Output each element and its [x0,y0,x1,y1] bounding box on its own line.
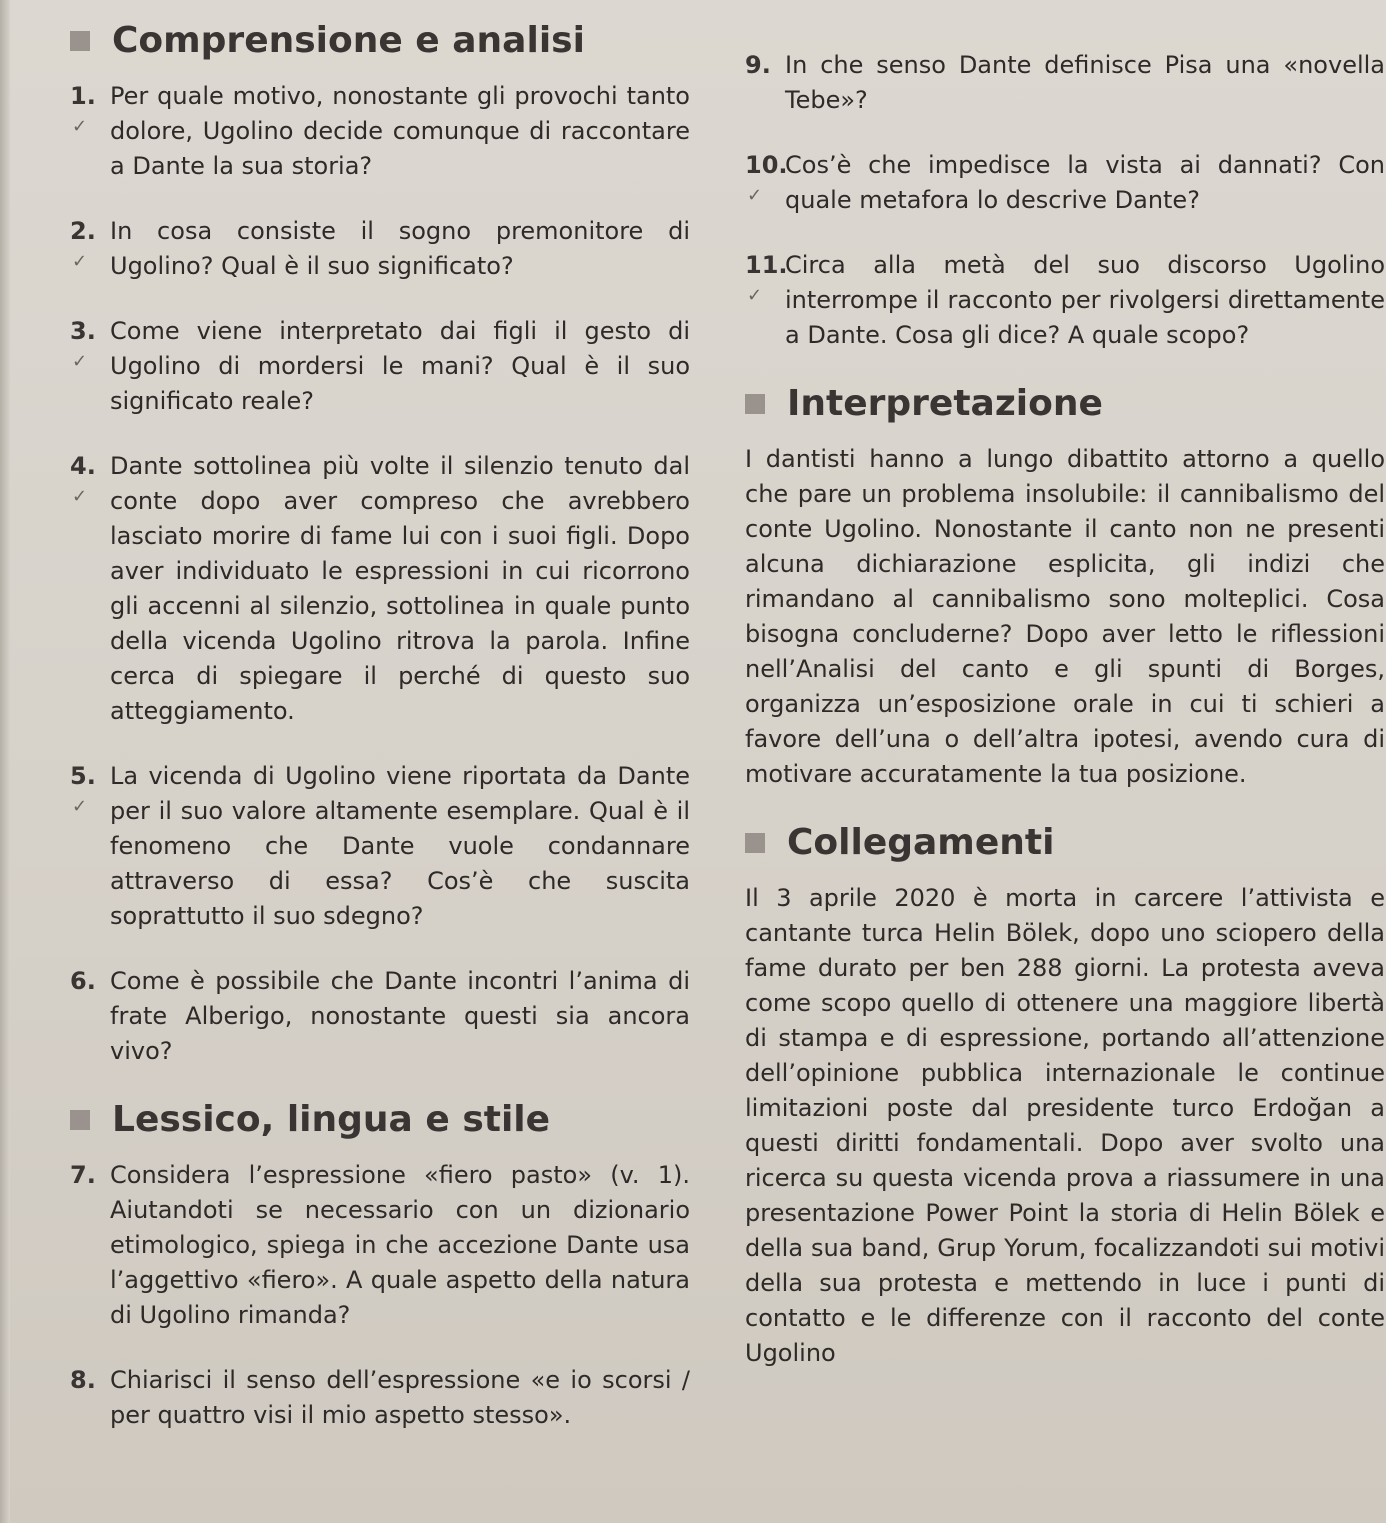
interpretation-title: Interpretazione [787,383,1103,424]
question-number: 2. [70,217,96,245]
lexicon-heading [70,1099,690,1140]
question-text: Come è possibile che Dante incontri l’anima di frate Alberigo, nonostante questi sia ancora vivo? [110,967,690,1065]
question-3 [70,314,690,419]
question-10 [745,148,1385,218]
heading-square-icon [70,1110,90,1130]
question-1 [70,79,690,184]
links-paragraph: Il 3 aprile 2020 è morta in carcere l’attivista e cantante turca Helin Bölek, dopo uno sciopero della fame durato per ben 288 giorni. La protesta aveva come scopo quello di ottenere una maggiore libertà di stampa e di espressione, portando all’attenzione dell’opinione pubblica internazionale le continue limitazioni poste dal presidente turco Erdoğan a questi diritti fondamentali. Dopo aver svolto una ricerca su questa vicenda prova a riassumere in una presentazione Power Point la storia di Helin Bölek e della sua band, Grup Yorum, focalizzandoti sui motivi della sua protesta e mettendo in luce i punti di contatto e le differenze con il racconto del conte Ugolino [745,884,1385,1367]
question-text: Dante sottolinea più volte il silenzio tenuto dal conte dopo aver compreso che avrebbero lasciato morire di fame lui con i suoi figli. Dopo aver individuato le espressioni in cui ricorrono gli accenni al silenzio, sottolinea in quale punto della vicenda Ugolino ritrova la parola. Infine cerca di spiegare il perché di questo suo atteggiamento. [110,452,690,725]
question-5 [70,759,690,934]
question-text: Circa alla metà del suo discorso Ugolino interrompe il racconto per rivolgersi direttamente a Dante. Cosa gli dice? A quale scopo? [785,251,1385,349]
question-number: 9. [745,51,771,79]
question-text: In cosa consiste il sogno premonitore di Ugolino? Qual è il suo significato? [110,217,690,280]
handwritten-check-icon: ✓ [72,116,88,137]
heading-square-icon [745,394,765,414]
question-number: 4. [70,452,96,480]
comprehension-title: Comprensione e analisi [112,20,585,61]
question-number: 1. [70,82,96,110]
handwritten-check-icon: ✓ [72,796,88,817]
left-column [70,20,690,1463]
question-number: 6. [70,967,96,995]
question-number: 3. [70,317,96,345]
heading-square-icon [745,833,765,853]
question-11 [745,248,1385,353]
handwritten-check-icon: ✓ [747,285,763,306]
question-2 [70,214,690,284]
question-text: Cos’è che impedisce la vista ai dannati? Con quale metafora lo descrive Dante? [785,151,1385,214]
interpretation-paragraph: I dantisti hanno a lungo dibattito attorno a quello che pare un problema insolubile: il cannibalismo del conte Ugolino. Nonostante il canto non ne presenti alcuna dichiarazione esplicita, gli indizi che rimandano al cannibalismo sono molteplici. Cosa bisogna concluderne? Dopo aver letto le riflessioni nell’Analisi del canto e gli spunti di Borges, organizza un’esposizione orale in cui ti schieri a favore dell’una o dell’altra ipotesi, avendo cura di motivare accuratamente la tua posizione. [745,445,1385,788]
handwritten-check-icon: ✓ [72,486,88,507]
question-text: Considera l’espressione «fiero pasto» (v. 1). Aiutandoti se necessario con un dizionario etimologico, spiega in che accezione Dante usa l’aggettivo «fiero». A quale aspetto della natura di Ugolino rimanda? [110,1161,690,1329]
links-title: Collegamenti [787,822,1055,863]
question-8 [70,1363,690,1433]
question-text: In che senso Dante definisce Pisa una «novella Tebe»? [785,51,1385,114]
question-7 [70,1158,690,1333]
handwritten-check-icon: ✓ [747,185,763,206]
question-number: 10. [745,151,788,179]
handwritten-check-icon: ✓ [72,251,88,272]
handwritten-check-icon: ✓ [72,351,88,372]
lexicon-title: Lessico, lingua e stile [112,1099,551,1140]
comprehension-heading [70,20,690,61]
interpretation-heading [745,383,1385,424]
links-heading [745,822,1385,863]
question-number: 7. [70,1161,96,1189]
page-binding-shadow [0,0,10,1523]
question-text: La vicenda di Ugolino viene riportata da Dante per il suo valore altamente esemplare. Qual è il fenomeno che Dante vuole condannare attraverso di essa? Cos’è che suscita soprattutto il suo sdegno? [110,762,690,930]
question-number: 8. [70,1366,96,1394]
question-6 [70,964,690,1069]
heading-square-icon [70,31,90,51]
question-text: Come viene interpretato dai figli il gesto di Ugolino di mordersi le mani? Qual è il suo significato reale? [110,317,690,415]
question-text: Per quale motivo, nonostante gli provochi tanto dolore, Ugolino decide comunque di raccontare a Dante la sua storia? [110,82,690,180]
question-4 [70,449,690,729]
question-text: Chiarisci il senso dell’espressione «e io scorsi / per quattro visi il mio aspetto stesso». [110,1366,690,1429]
question-number: 11. [745,251,788,279]
question-number: 5. [70,762,96,790]
question-9 [745,48,1385,118]
right-column [745,48,1385,1401]
